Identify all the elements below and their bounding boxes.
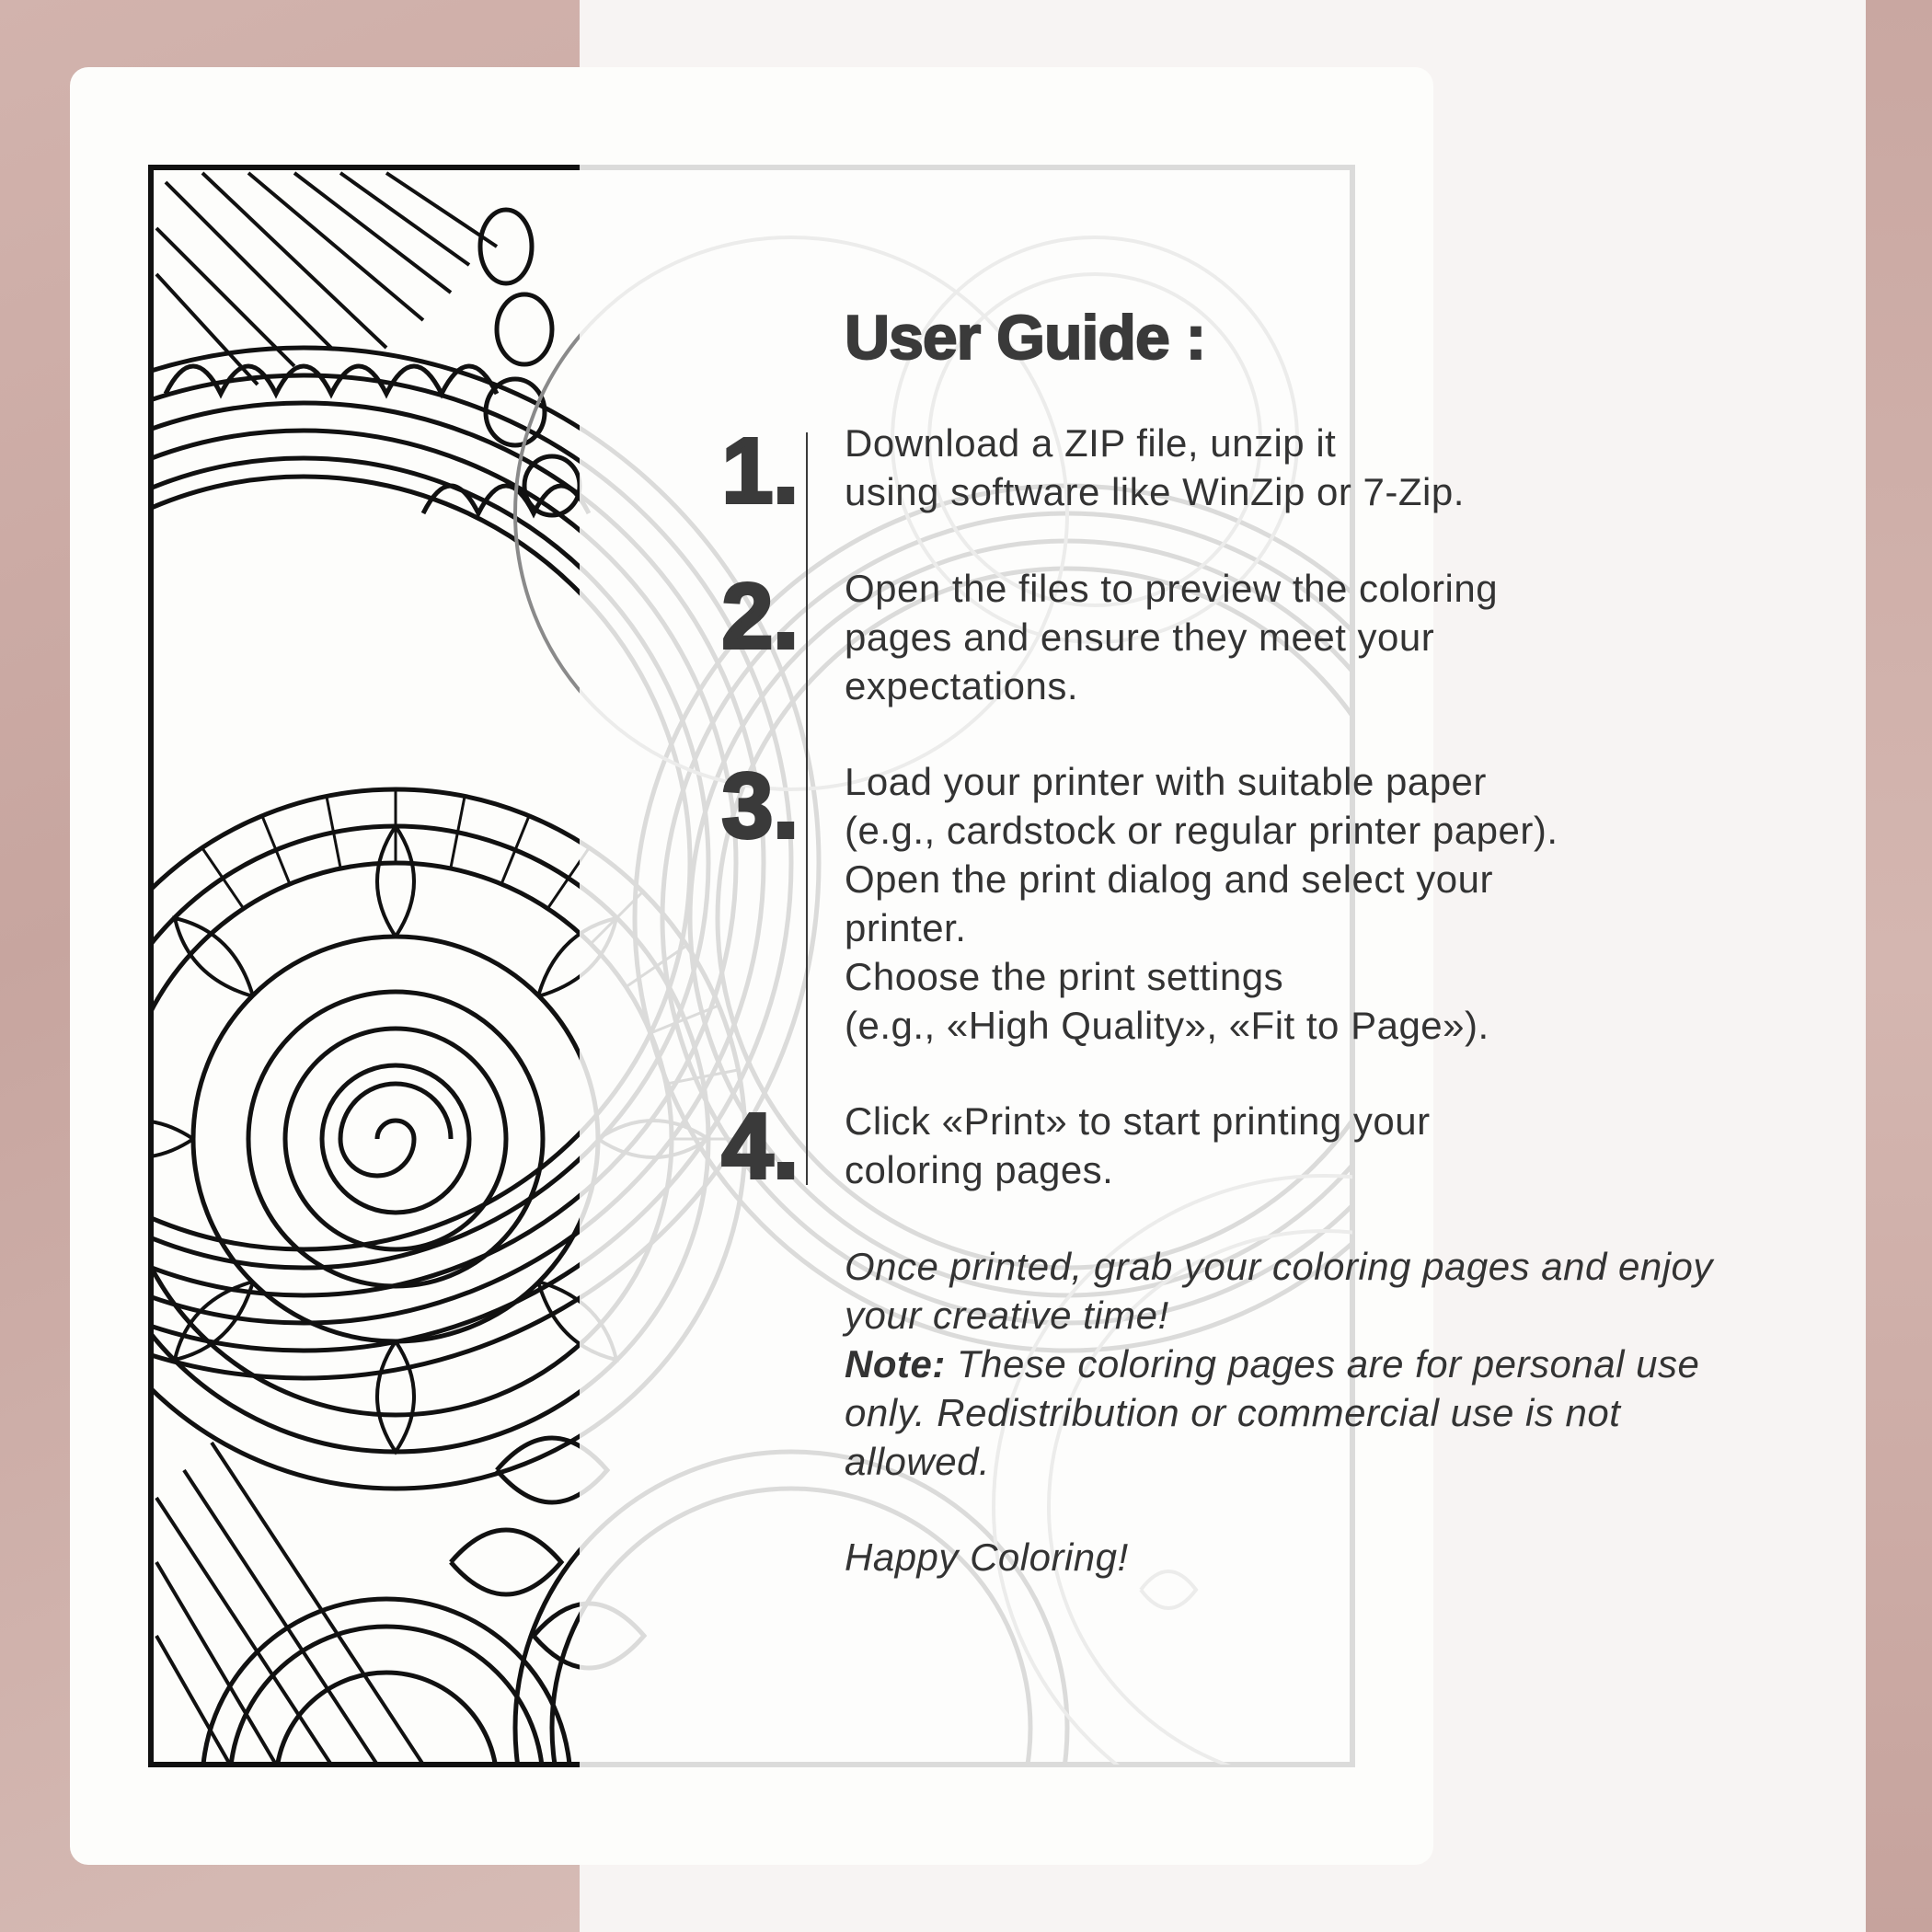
- step-divider: [806, 432, 808, 1185]
- closing-note: [845, 1242, 1765, 1486]
- step-text-1: Download a ZIP file, unzip it using software like WinZip or 7-Zip.: [845, 421, 1465, 513]
- guide-title: User Guide :: [845, 303, 1206, 373]
- closing-text: Once printed, grab your coloring pages and enjoy your creative time!: [845, 1245, 1713, 1337]
- signoff: Happy Coloring!: [845, 1535, 1129, 1579]
- note-text: These coloring pages are for personal use only. Redistribution or commercial use is not allowed.: [845, 1342, 1700, 1483]
- step-number-2: 2.: [721, 565, 799, 668]
- step-number-1: 1.: [721, 420, 799, 523]
- step-number-3: 3.: [721, 754, 799, 857]
- note-label: Note:: [845, 1342, 946, 1386]
- step-number-4: 4.: [721, 1095, 799, 1198]
- step-text-4: Click «Print» to start printing your coloring pages.: [845, 1099, 1431, 1191]
- step-text-3: Load your printer with suitable paper (e.g., cardstock or regular printer paper). Open the print dialog and select your printer. Choose the print settings (e.g., «High Quality», «Fit to Page»).: [845, 760, 1558, 1047]
- step-text-2: Open the files to preview the coloring pages and ensure they meet your expectations.: [845, 567, 1499, 707]
